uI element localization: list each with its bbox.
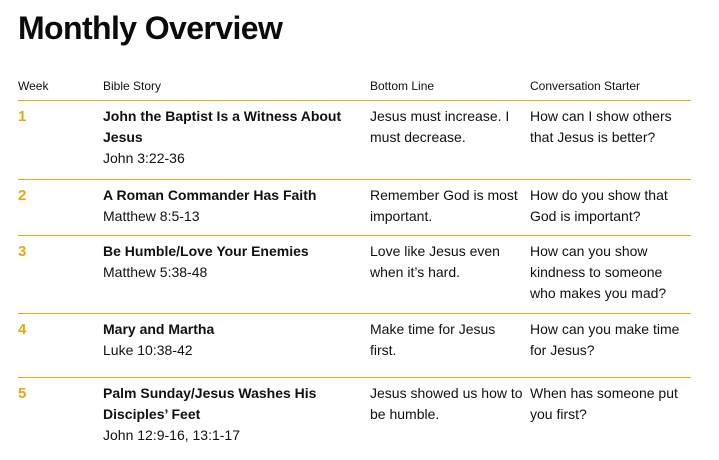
conversation-starter-cell: How can you make time for Jesus? [530,321,680,358]
story-reference: Matthew 5:38-48 [103,264,208,280]
conversation-starter-cell: How can you show kindness to someone who makes you mad? [530,243,667,301]
header-bible-story: Bible Story [103,79,162,93]
story-title: A Roman Commander Has Faith [103,187,317,203]
conversation-starter-cell: When has someone put you first? [530,385,678,422]
header-week: Week [18,79,49,93]
table-row [18,101,691,180]
table-header-row [18,78,691,101]
bible-story-cell [103,241,370,313]
header-bottom-line: Bottom Line [370,79,435,93]
overview-table [18,78,691,456]
conversation-starter-cell: How do you show that God is important? [530,187,668,224]
story-title: John the Baptist Is a Witness About Jesus [103,108,342,145]
table-row [18,378,691,456]
bottom-line-cell: Remember God is most important. [370,187,518,224]
story-title: Palm Sunday/Jesus Washes His Disciples’ Feet [103,385,317,422]
week-number: 1 [18,108,27,125]
bible-story-cell [103,383,370,456]
bottom-line-cell: Jesus showed us how to be humble. [370,385,523,422]
bottom-line-cell: Make time for Jesus first. [370,321,496,358]
week-number: 2 [18,187,27,204]
page-title: Monthly Overview [18,10,283,46]
table-row [18,314,691,378]
bible-story-cell [103,106,370,179]
table-row [18,236,691,314]
week-number: 3 [18,243,27,260]
week-number: 4 [18,321,27,338]
story-reference: Luke 10:38-42 [103,342,193,358]
story-reference: John 12:9-16, 13:1-17 [103,427,240,443]
header-conversation-starter: Conversation Starter [530,79,641,93]
bottom-line-cell: Love like Jesus even when it’s hard. [370,243,500,280]
bible-story-cell [103,319,370,377]
story-reference: John 3:22-36 [103,150,185,166]
story-reference: Matthew 8:5-13 [103,208,200,224]
story-title: Mary and Martha [103,321,215,337]
week-number: 5 [18,385,27,402]
bible-story-cell [103,185,370,235]
table-row [18,180,691,236]
story-title: Be Humble/Love Your Enemies [103,243,309,259]
bottom-line-cell: Jesus must increase. I must decrease. [370,108,510,145]
conversation-starter-cell: How can I show others that Jesus is better? [530,108,672,145]
